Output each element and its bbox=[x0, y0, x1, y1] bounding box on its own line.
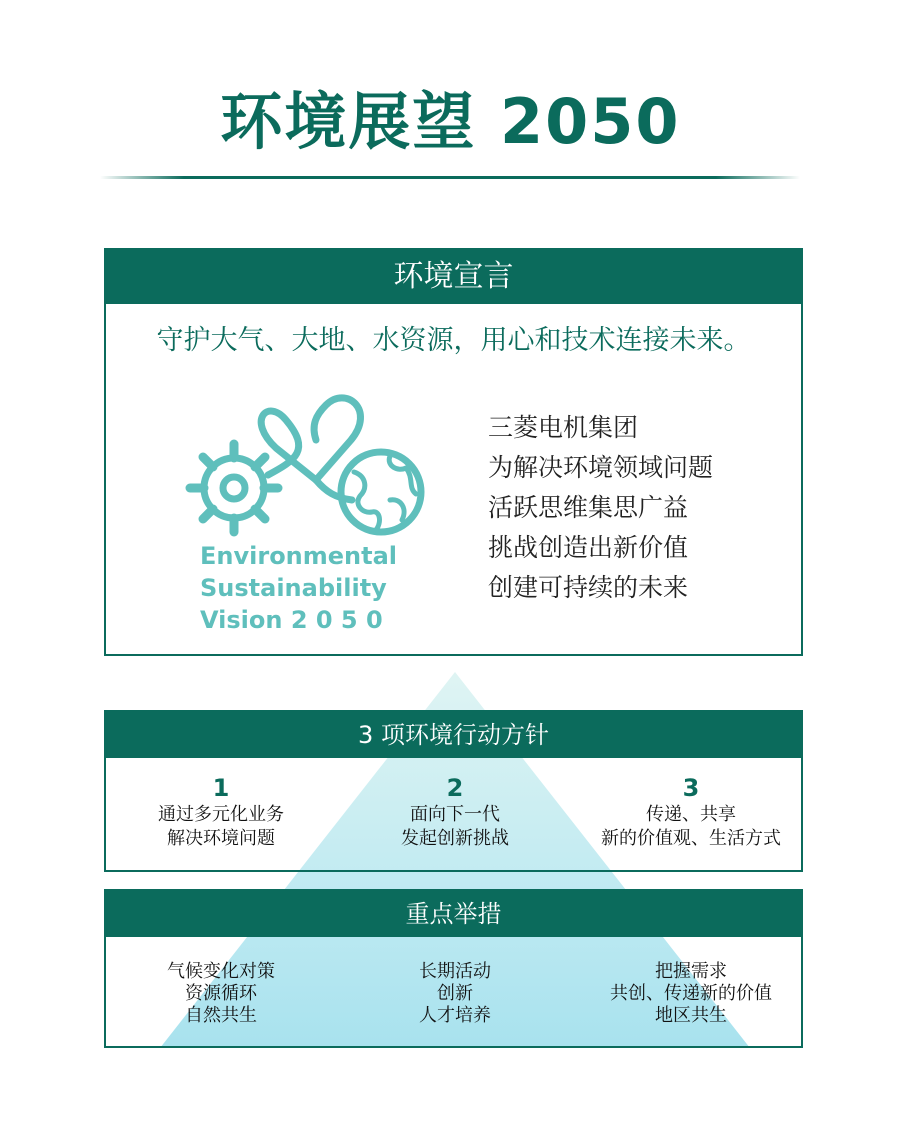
environmental-declaration-box bbox=[104, 248, 803, 656]
declaration-header: 环境宣言 bbox=[106, 250, 801, 304]
policy-number: 1 bbox=[212, 774, 230, 802]
policy-number: 2 bbox=[446, 774, 464, 802]
statement-line: 为解决环境领域问题 bbox=[488, 453, 714, 482]
policy-number: 3 bbox=[682, 774, 700, 802]
vision-2050-logo bbox=[176, 380, 436, 634]
measure-item: 把握需求 共创、传递新的价值 地区共生 bbox=[610, 961, 772, 1026]
policies-header: 3 项环境行动方针 bbox=[106, 712, 801, 758]
key-measures-box bbox=[104, 889, 803, 1048]
statement-line: 创建可持续的未来 bbox=[488, 573, 689, 602]
statement-line: 活跃思维集思广益 bbox=[488, 493, 689, 522]
measures-header: 重点举措 bbox=[106, 891, 801, 937]
action-policies-box bbox=[104, 710, 803, 872]
gear-heart-globe-icon bbox=[176, 380, 436, 540]
measure-item: 气候变化对策 资源循环 自然共生 bbox=[167, 961, 275, 1026]
statement-line: 挑战创造出新价值 bbox=[488, 533, 689, 562]
vision-logo-text: Environmental Sustainability Vision 2 0 5 0 bbox=[200, 542, 398, 634]
statement-line: 三菱电机集团 bbox=[488, 413, 639, 442]
page-title: 环境展望 2050 bbox=[220, 85, 681, 158]
group-statement bbox=[488, 408, 713, 608]
title-divider bbox=[100, 176, 800, 179]
measure-item: 长期活动 创新 人才培养 bbox=[419, 961, 491, 1026]
declaration-slogan: 守护大气、大地、水资源，用心和技术连接未来。 bbox=[156, 325, 751, 356]
policy-item: 3 传递、共享 新的价值观、生活方式 bbox=[576, 758, 806, 850]
policy-item: 1 通过多元化业务 解决环境问题 bbox=[106, 758, 336, 850]
policy-item: 2 面向下一代 发起创新挑战 bbox=[340, 758, 570, 850]
